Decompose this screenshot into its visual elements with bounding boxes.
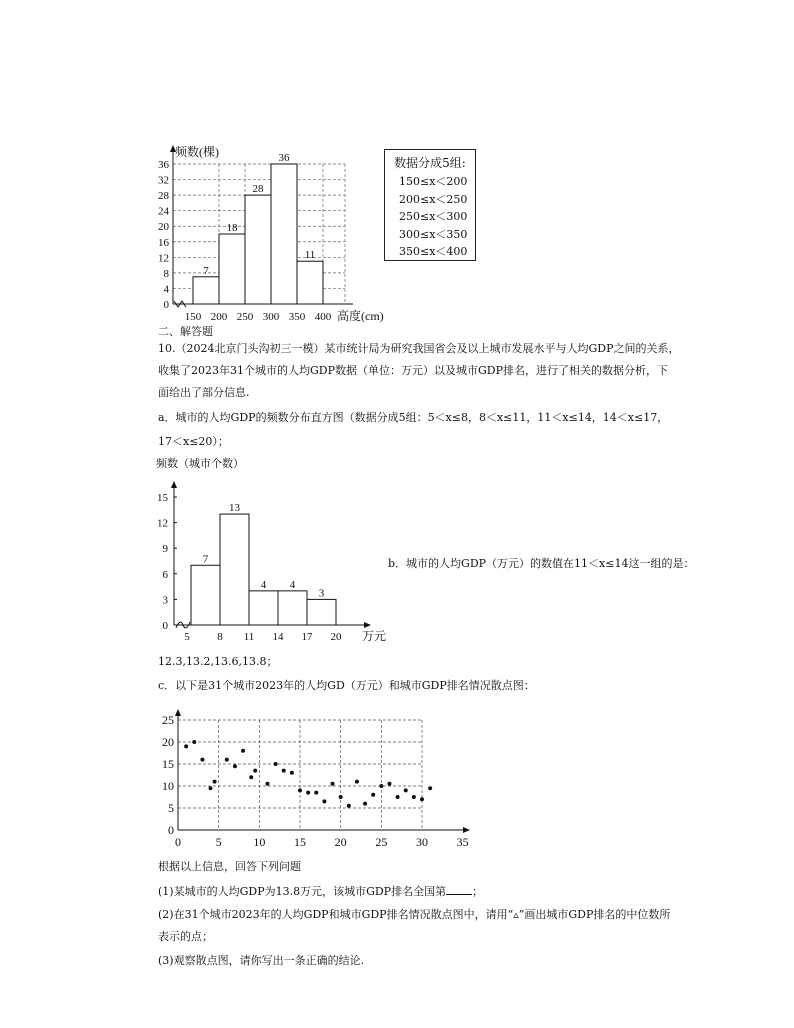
scatter-point <box>200 758 204 762</box>
scatter-point <box>265 782 269 786</box>
hist-a-xlabel: 万元 <box>362 629 387 643</box>
y-tick-label: 8 <box>163 267 169 280</box>
part-a-line2: 17＜x≤20）； <box>158 435 229 448</box>
x-tick-label: 35 <box>456 835 469 849</box>
legend-item: 300≤x＜350 <box>399 227 468 241</box>
histogram-bar <box>249 591 278 625</box>
histogram-bar <box>271 164 297 304</box>
y-tick-label: 16 <box>158 236 169 249</box>
y-tick-label: 6 <box>162 568 168 581</box>
x-axis-arrow <box>463 827 470 833</box>
histogram-bar <box>278 591 307 625</box>
part-b-values: 12.3,13.2,13.6,13.8； <box>158 655 278 668</box>
scatter-point <box>184 744 188 748</box>
x-tick-label: 20 <box>334 835 347 849</box>
x-tick-label: 15 <box>294 835 306 849</box>
scatter-point <box>249 775 253 779</box>
prompt-text: 根据以上信息，回答下列问题 <box>158 860 301 873</box>
q1-line <box>158 884 483 899</box>
y-tick-label: 0 <box>163 299 169 311</box>
x-tick-label: 17 <box>301 631 313 643</box>
bar-value-label: 11 <box>304 249 316 262</box>
scatter-point <box>290 771 294 775</box>
x-tick-label: 250 <box>236 311 254 323</box>
scatter-point <box>379 784 383 788</box>
y-tick-label: 28 <box>158 190 169 203</box>
scatter-point <box>233 764 237 768</box>
scatter-point <box>322 799 326 803</box>
histogram-bar <box>219 234 245 304</box>
y-tick-label: 25 <box>162 713 174 727</box>
x-tick-label: 150 <box>184 311 202 323</box>
histogram-bar <box>220 514 249 625</box>
x-tick-label: 11 <box>243 631 255 643</box>
legend-item: 200≤x＜250 <box>399 192 468 206</box>
y-axis-arrow <box>171 481 177 488</box>
scatter-point <box>274 762 278 766</box>
part-a-line1: a．城市的人均GDP的频数分布直方图（数据分成5组：5＜x≤8，8＜x≤11，11＜x≤14，14＜x≤17， <box>158 411 669 424</box>
legend-title: 数据分成5组: <box>394 156 466 170</box>
x-tick-label: 30 <box>416 835 428 849</box>
x-axis-arrow <box>364 622 371 628</box>
scatter-point <box>213 780 217 784</box>
scatter-c <box>150 708 480 853</box>
legend-item: 250≤x＜300 <box>399 210 468 223</box>
bar-value-label: 28 <box>252 183 264 196</box>
y-tick-label: 5 <box>168 801 174 815</box>
scatter-point <box>387 782 391 786</box>
bar-value-label: 7 <box>203 264 209 277</box>
part-b-text: b．城市的人均GDP（万元）的数值在11＜x≤14这一组的是： <box>388 557 695 570</box>
top-hist-xlabel: 高度(cm) <box>337 309 384 323</box>
q2-line1: (2)在31个城市2023年的人均GDP和城市GDP排名情况散点图中，请用“▵”画出城市GDP排名的中位数所 <box>158 908 671 921</box>
scatter-point <box>339 795 343 799</box>
part-c-text: c．以下是31个城市2023年的人均GD（万元）和城市GDP排名情况散点图： <box>158 679 535 692</box>
x-tick-label: 14 <box>272 631 284 643</box>
q1-post: ； <box>472 885 484 898</box>
bar-value-label: 4 <box>260 578 267 591</box>
axis-break <box>174 301 186 307</box>
y-tick-label: 12 <box>158 252 169 265</box>
scatter-point <box>314 791 318 795</box>
bar-value-label: 36 <box>278 152 290 164</box>
scatter-point <box>363 802 367 806</box>
top-hist-ylabel: 频数(棵) <box>175 145 219 159</box>
scatter-point <box>420 797 424 801</box>
top-histogram <box>140 140 390 330</box>
scatter-point <box>298 788 302 792</box>
scatter-point <box>404 788 408 792</box>
scatter-point <box>225 758 229 762</box>
y-tick-label: 15 <box>157 492 168 504</box>
bar-value-label: 3 <box>318 587 325 600</box>
y-tick-label: 10 <box>162 779 174 793</box>
scatter-point <box>412 795 416 799</box>
scatter-point <box>241 749 245 753</box>
x-tick-label: 8 <box>217 631 223 643</box>
y-tick-label: 24 <box>158 205 169 218</box>
y-tick-label: 4 <box>163 283 169 296</box>
y-tick-label: 20 <box>158 221 169 234</box>
legend-item: 150≤x＜200 <box>399 175 468 188</box>
histogram-bar <box>193 277 219 304</box>
x-tick-label: 5 <box>215 835 222 849</box>
scatter-point <box>306 791 310 795</box>
scatter-point <box>282 769 286 773</box>
x-tick-label: 300 <box>262 311 280 323</box>
scatter-point <box>331 782 335 786</box>
bar-value-label: 18 <box>226 222 238 234</box>
scatter-point <box>428 786 432 790</box>
y-tick-label: 9 <box>162 543 168 556</box>
x-tick-label: 25 <box>375 835 388 849</box>
x-tick-label: 0 <box>175 835 181 849</box>
histogram-bar <box>245 195 271 304</box>
question-intro-line1: 10.（2024北京门头沟初三一模）某市统计局为研究我国省会及以上城市发展水平与人均GDP之间的关系， <box>158 342 680 355</box>
q1-pre: (1)某城市的人均GDP为13.8万元，该城市GDP排名全国第 <box>158 885 447 898</box>
q2-line2: 表示的点； <box>158 930 213 943</box>
bar-value-label: 13 <box>229 502 240 515</box>
scatter-point <box>253 769 257 773</box>
scatter-point <box>371 793 375 797</box>
y-tick-label: 0 <box>162 620 168 632</box>
histogram-bar <box>297 261 323 304</box>
histogram-bar <box>191 565 220 625</box>
x-tick-label: 400 <box>314 311 332 323</box>
y-tick-label: 36 <box>158 159 169 171</box>
y-tick-label: 3 <box>162 594 168 607</box>
x-tick-label: 350 <box>288 311 306 323</box>
y-tick-label: 0 <box>168 823 174 837</box>
histogram-bar <box>307 599 336 625</box>
bar-value-label: 4 <box>289 578 296 591</box>
x-tick-label: 200 <box>210 311 228 323</box>
scatter-point <box>347 804 351 808</box>
question-intro-line3: 面给出了部分信息. <box>158 386 250 399</box>
x-tick-label: 20 <box>330 631 342 643</box>
y-tick-label: 12 <box>157 517 168 530</box>
y-tick-label: 20 <box>162 735 174 749</box>
answer-blank[interactable] <box>446 884 472 895</box>
scatter-point <box>192 740 196 744</box>
q3-line: (3)观察散点图，请你写出一条正确的结论. <box>158 954 365 967</box>
histogram-a <box>150 455 390 645</box>
scatter-point <box>209 786 213 790</box>
question-intro-line2: 收集了2023年31个城市的人均GDP数据（单位：万元）以及城市GDP排名，进行了相关的数据分析，下 <box>158 364 669 377</box>
section-title: 二、解答题 <box>158 325 213 338</box>
y-tick-label: 15 <box>162 757 174 771</box>
top-hist-legend <box>384 149 476 261</box>
x-tick-label: 5 <box>184 631 190 643</box>
y-tick-label: 32 <box>158 174 169 187</box>
hist-a-ylabel: 频数（城市个数） <box>156 458 244 470</box>
legend-item: 350≤x＜400 <box>399 245 468 258</box>
scatter-point <box>355 780 359 784</box>
x-tick-label: 10 <box>253 835 266 849</box>
scatter-point <box>396 795 400 799</box>
y-axis-arrow <box>175 709 181 716</box>
bar-value-label: 7 <box>202 553 209 566</box>
